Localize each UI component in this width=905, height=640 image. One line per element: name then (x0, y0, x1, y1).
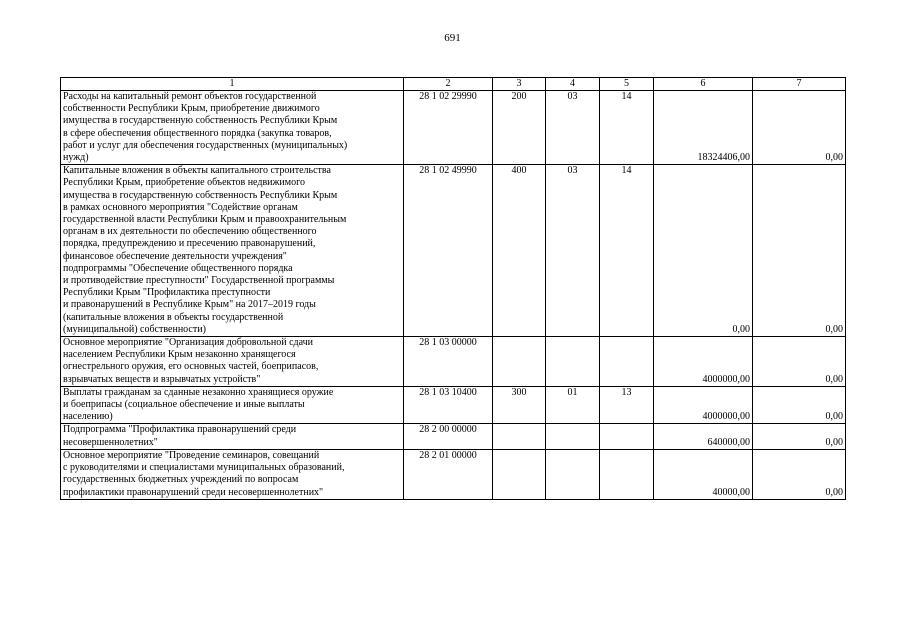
section-cell: 01 (546, 386, 600, 424)
description-line: финансовое обеспечение деятельности учреждения" (63, 250, 287, 262)
amount-cell: 640000,00 (654, 424, 753, 449)
description-line: нужд) (63, 152, 89, 164)
description-line: (муниципальной) собственности) (63, 323, 206, 335)
budget-code-cell: 28 1 03 00000 (404, 337, 493, 387)
amount-cell-2: 0,00 (753, 337, 846, 387)
amount-cell: 4000000,00 (654, 386, 753, 424)
row-description (61, 337, 404, 387)
description-line: с руководителями и специалистами муниципальных образований, (63, 462, 345, 474)
expense-type-cell (493, 337, 546, 387)
description-line: огнестрельного оружия, его основных частей, боеприпасов, (63, 361, 319, 373)
section-cell (546, 449, 600, 499)
description-line: подпрограммы "Обеспечение общественного порядка (63, 262, 293, 274)
description-line: в сфере обеспечения общественного порядка (закупка товаров, (63, 127, 332, 139)
description-line: порядка, предупреждению и пресечению правонарушений, (63, 238, 316, 250)
description-line: имущества в государственную собственность Республики Крым (63, 115, 338, 127)
amount-cell-2: 0,00 (753, 386, 846, 424)
row-description (61, 91, 404, 165)
expense-type-cell (493, 424, 546, 449)
description-line: органам в их деятельности по обеспечению общественного (63, 226, 317, 238)
table-row (61, 449, 846, 499)
amount-cell: 40000,00 (654, 449, 753, 499)
section-cell: 03 (546, 91, 600, 165)
budget-table (60, 77, 846, 500)
column-header: 2 (404, 78, 493, 91)
table-header-row (61, 78, 846, 91)
amount-cell: 4000000,00 (654, 337, 753, 387)
description-line: Капитальные вложения в объекты капитального строительства (63, 165, 331, 177)
column-header: 4 (546, 78, 600, 91)
row-description (61, 386, 404, 424)
amount-cell-2: 0,00 (753, 449, 846, 499)
description-line: и противодействие преступности" Государственной программы (63, 275, 335, 287)
description-line: и правонарушений в Республике Крым" на 2017–2019 годы (63, 299, 316, 311)
column-header: 1 (61, 78, 404, 91)
description-line: Основное мероприятие "Организация добровольной сдачи (63, 337, 314, 349)
section-cell (546, 424, 600, 449)
description-line: Подпрограмма "Профилактика правонарушений среди (63, 424, 297, 436)
amount-cell-2: 0,00 (753, 91, 846, 165)
subsection-cell: 13 (600, 386, 654, 424)
table-row (61, 386, 846, 424)
expense-type-cell: 200 (493, 91, 546, 165)
page-number: 691 (444, 32, 461, 44)
description-line: Выплаты гражданам за сданные незаконно хранящиеся оружие (63, 386, 334, 398)
row-description (61, 449, 404, 499)
amount-cell-2: 0,00 (753, 424, 846, 449)
subsection-cell: 14 (600, 165, 654, 337)
description-line: несовершеннолетних" (63, 436, 158, 448)
description-line: (капитальные вложения в объекты государственной (63, 311, 284, 323)
subsection-cell (600, 424, 654, 449)
description-line: населением Республики Крым незаконно хранящегося (63, 349, 296, 361)
table-row (61, 424, 846, 449)
description-line: в рамках основного мероприятия "Содействие органам (63, 201, 298, 213)
description-line: взрывчатых веществ и взрывчатых устройств" (63, 373, 261, 385)
subsection-cell: 14 (600, 91, 654, 165)
section-cell: 03 (546, 165, 600, 337)
description-line: населению) (63, 411, 113, 423)
description-line: Республики Крым, приобретение объектов недвижимого (63, 177, 305, 189)
description-line: Расходы на капитальный ремонт объектов государственной (63, 91, 317, 102)
description-line: Республики Крым "Профилактика преступности (63, 287, 271, 299)
subsection-cell (600, 449, 654, 499)
column-header: 7 (753, 78, 846, 91)
amount-cell: 18324406,00 (654, 91, 753, 165)
column-header: 6 (654, 78, 753, 91)
row-description (61, 424, 404, 449)
column-header: 3 (493, 78, 546, 91)
description-line: и боеприпасы (социальное обеспечение и иные выплаты (63, 399, 305, 411)
description-line: Основное мероприятие "Проведение семинаров, совещаний (63, 449, 320, 461)
budget-code-cell: 28 2 01 00000 (404, 449, 493, 499)
row-description (61, 165, 404, 337)
column-header: 5 (600, 78, 654, 91)
table-row (61, 91, 846, 165)
description-line: собственности Республики Крым, приобретение движимого (63, 103, 320, 115)
description-line: работ и услуг для обеспечения государственных (муниципальных) (63, 139, 348, 151)
section-cell (546, 337, 600, 387)
budget-code-cell: 28 2 00 00000 (404, 424, 493, 449)
table-row (61, 165, 846, 337)
budget-code-cell: 28 1 03 10400 (404, 386, 493, 424)
table-row (61, 337, 846, 387)
description-line: государственной власти Республики Крым и правоохранительным (63, 214, 347, 226)
budget-code-cell: 28 1 02 49990 (404, 165, 493, 337)
budget-code-cell: 28 1 02 29990 (404, 91, 493, 165)
description-line: имущества в государственную собственность Республики Крым (63, 189, 338, 201)
expense-type-cell: 400 (493, 165, 546, 337)
amount-cell: 0,00 (654, 165, 753, 337)
subsection-cell (600, 337, 654, 387)
description-line: государственных бюджетных учреждений по вопросам (63, 474, 299, 486)
description-line: профилактики правонарушений среди несовершеннолетних" (63, 486, 324, 498)
expense-type-cell (493, 449, 546, 499)
expense-type-cell: 300 (493, 386, 546, 424)
amount-cell-2: 0,00 (753, 165, 846, 337)
